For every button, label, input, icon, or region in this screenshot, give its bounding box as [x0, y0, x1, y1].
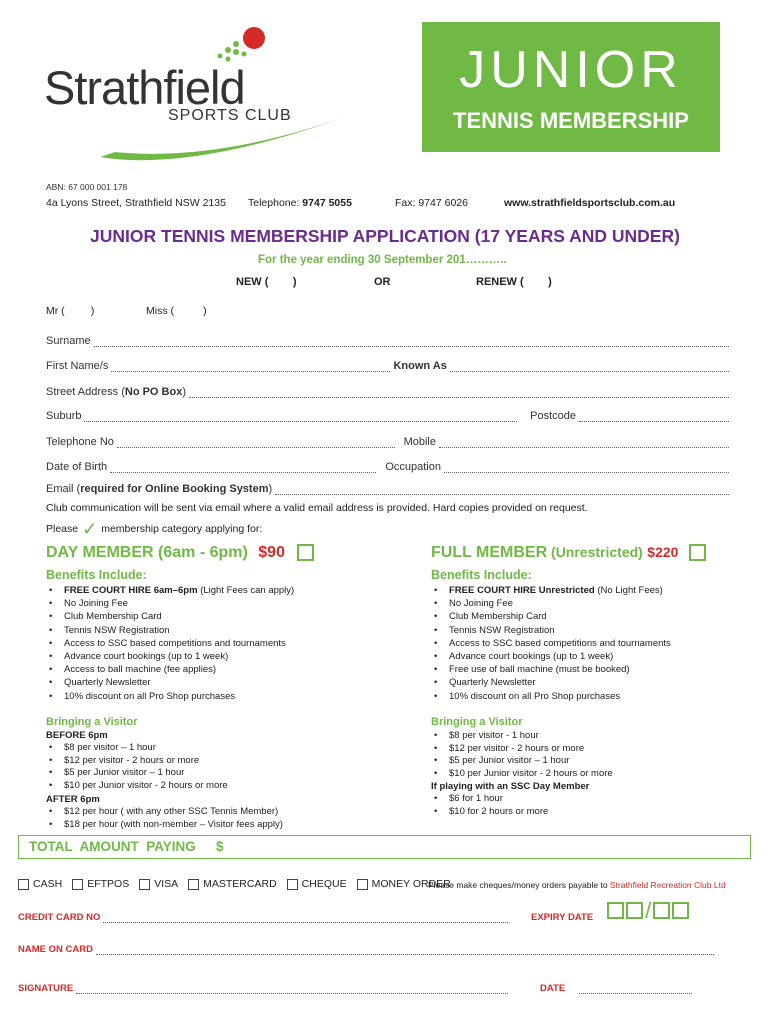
- date-field[interactable]: [540, 983, 692, 994]
- benefit-item: • No Joining Fee: [431, 597, 731, 610]
- date-label: DATE: [540, 983, 566, 994]
- visitor-fee-item: • $8 per visitor - 1 hour: [431, 730, 731, 743]
- full-benefits-list: [431, 584, 731, 703]
- benefit-item: • 10% discount on all Pro Shop purchases: [431, 690, 731, 703]
- full-member-title: FULL MEMBER: [431, 544, 548, 561]
- payment-option-label: VISA: [154, 878, 179, 890]
- title-mr[interactable]: Mr ( ): [46, 305, 95, 317]
- cheque-note: [428, 880, 726, 890]
- full-visitor-title: Bringing a Visitor: [431, 716, 523, 728]
- full-visitor-list: [431, 730, 731, 780]
- club-address: 4a Lyons Street, Strathfield NSW 2135: [46, 197, 226, 209]
- day-member-price: $90: [258, 544, 285, 561]
- payment-option-mastercard[interactable]: [188, 878, 277, 890]
- form-title: JUNIOR TENNIS MEMBERSHIP APPLICATION (17 YEARS AND UNDER): [90, 226, 680, 246]
- day-before-list: [46, 742, 376, 792]
- checkbox-icon[interactable]: [188, 879, 199, 890]
- benefit-item: • Club Membership Card: [46, 610, 376, 623]
- checkbox-icon[interactable]: [72, 879, 83, 890]
- day-member-checkbox[interactable]: [297, 544, 314, 561]
- checkbox-icon[interactable]: [287, 879, 298, 890]
- comms-note: Club communication will be sent via email where a valid email address is provided. Hard copies provided on request.: [46, 502, 588, 514]
- visitor-fee-item: • $8 per visitor – 1 hour: [46, 742, 376, 755]
- suburb-field[interactable]: [46, 410, 732, 422]
- credit-card-label: CREDIT CARD NO: [18, 912, 101, 923]
- title-banner: [422, 22, 720, 152]
- payee-name: Strathfield Recreation Club Ltd: [609, 880, 726, 890]
- visitor-fee-item: • $12 per visitor - 2 hours or more: [431, 743, 731, 756]
- signature-field[interactable]: [18, 983, 508, 994]
- benefit-item: • Tennis NSW Registration: [46, 624, 376, 637]
- visitor-fee-item: • $12 per hour ( with any other SSC Tennis Member): [46, 806, 376, 819]
- please-line: [46, 519, 263, 539]
- total-currency: $: [216, 839, 224, 854]
- total-amount-box[interactable]: [18, 835, 751, 859]
- benefit-item: • Quarterly Newsletter: [46, 676, 376, 689]
- payment-option-label: EFTPOS: [87, 878, 130, 890]
- visitor-fee-item: • $12 per visitor - 2 hours or more: [46, 755, 376, 768]
- check-icon: ✓: [82, 519, 98, 539]
- club-website[interactable]: www.strathfieldsportsclub.com.au: [504, 197, 676, 209]
- first-name-field[interactable]: [46, 360, 732, 372]
- expiry-label: EXPIRY DATE: [531, 912, 594, 923]
- full-day-label: If playing with an SSC Day Member: [431, 781, 590, 792]
- please-rest: membership category applying for:: [101, 523, 263, 535]
- full-member-heading: [431, 544, 706, 562]
- benefit-item: • Tennis NSW Registration: [431, 624, 731, 637]
- payment-option-cheque[interactable]: [287, 878, 347, 890]
- club-fax: Fax: 9747 6026: [395, 197, 468, 209]
- benefit-item: • Access to SSC based competitions and tournaments: [431, 637, 731, 650]
- banner-title: JUNIOR: [459, 41, 683, 99]
- surname-field[interactable]: [46, 335, 732, 347]
- surname-label: Surname: [46, 335, 91, 347]
- club-logo: [40, 22, 350, 172]
- day-benefits-title: Benefits Include:: [46, 568, 147, 582]
- payment-option-label: CHEQUE: [301, 878, 347, 890]
- checkbox-icon[interactable]: [18, 879, 29, 890]
- credit-card-field[interactable]: [18, 912, 508, 923]
- phone-label: Telephone:: [248, 197, 303, 209]
- benefit-item: • Club Membership Card: [431, 610, 731, 623]
- renew-option[interactable]: RENEW ( ): [476, 276, 552, 288]
- full-member-checkbox[interactable]: [689, 544, 706, 561]
- telephone-label: Telephone No: [46, 436, 114, 448]
- benefit-item: • Quarterly Newsletter: [431, 676, 731, 689]
- payment-option-label: MASTERCARD: [203, 878, 277, 890]
- suburb-label: Suburb: [46, 410, 82, 422]
- occupation-label: Occupation: [385, 461, 441, 473]
- day-benefits-list: [46, 584, 376, 703]
- payment-options: [18, 878, 451, 890]
- visitor-fee-item: • $18 per hour (with non-member – Visitor fees apply): [46, 819, 376, 832]
- abn: ABN: 67 000 001 178: [46, 182, 128, 192]
- total-label: TOTAL AMOUNT PAYING: [29, 839, 196, 854]
- day-visitor-title: Bringing a Visitor: [46, 716, 138, 728]
- visitor-fee-item: • $10 per Junior visitor - 2 hours or more: [431, 768, 731, 781]
- full-member-price: $220: [647, 544, 679, 560]
- full-day-list: [431, 793, 731, 818]
- day-after-label: AFTER 6pm: [46, 794, 100, 805]
- title-miss[interactable]: Miss ( ): [146, 305, 207, 317]
- day-after-list: [46, 806, 376, 831]
- visitor-fee-item: • $6 for 1 hour: [431, 793, 731, 806]
- email-label: Email (required for Online Booking System): [46, 483, 273, 495]
- benefit-item: • FREE COURT HIRE 6am–6pm (Light Fees can apply): [46, 584, 376, 597]
- benefit-item: • FREE COURT HIRE Unrestricted (No Light Fees): [431, 584, 731, 597]
- payment-option-label: MONEY ORDER: [371, 878, 451, 890]
- first-name-label: First Name/s: [46, 360, 109, 372]
- full-benefits-title: Benefits Include:: [431, 568, 532, 582]
- benefit-item: • Advance court bookings (up to 1 week): [46, 650, 376, 663]
- day-before-label: BEFORE 6pm: [46, 730, 108, 741]
- day-member-heading: [46, 544, 314, 562]
- name-on-card-field[interactable]: [18, 944, 714, 955]
- benefit-item: • No Joining Fee: [46, 597, 376, 610]
- visitor-fee-item: • $5 per Junior visitor – 1 hour: [46, 767, 376, 780]
- benefit-item: • Access to ball machine (fee applies): [46, 663, 376, 676]
- name-on-card-label: NAME ON CARD: [18, 944, 93, 955]
- expiry-boxes[interactable]: /: [607, 902, 689, 919]
- dob-label: Date of Birth: [46, 461, 108, 473]
- visitor-fee-item: • $10 for 2 hours or more: [431, 806, 731, 819]
- dob-field[interactable]: [46, 461, 732, 473]
- email-field[interactable]: [46, 483, 732, 495]
- payment-option-label: CASH: [33, 878, 63, 890]
- benefit-item: • 10% discount on all Pro Shop purchases: [46, 690, 376, 703]
- street-address-field[interactable]: [46, 386, 732, 398]
- payment-option-eftpos[interactable]: [72, 878, 129, 890]
- postcode-label: Postcode: [530, 410, 576, 422]
- expiry-field[interactable]: [531, 898, 689, 923]
- cheque-note-text: Please make cheques/money orders payable to: [428, 880, 610, 890]
- banner-subtitle: TENNIS MEMBERSHIP: [453, 108, 689, 133]
- visitor-fee-item: • $10 per Junior visitor - 2 hours or more: [46, 780, 376, 793]
- please-label: Please: [46, 523, 79, 535]
- logo-subtitle: SPORTS CLUB: [168, 107, 292, 124]
- checkbox-icon[interactable]: [139, 879, 150, 890]
- telephone-field[interactable]: [46, 436, 732, 448]
- year-line: For the year ending 30 September 201………..: [258, 254, 507, 266]
- full-member-paren: (Unrestricted): [547, 544, 643, 560]
- club-phone: [248, 197, 352, 209]
- benefit-item: • Advance court bookings (up to 1 week): [431, 650, 731, 663]
- or-label: OR: [374, 276, 391, 288]
- day-member-title: DAY MEMBER (6am - 6pm): [46, 544, 248, 561]
- street-label: Street Address (No PO Box): [46, 386, 186, 398]
- checkbox-icon[interactable]: [357, 879, 368, 890]
- visitor-fee-item: • $5 per Junior visitor – 1 hour: [431, 755, 731, 768]
- mobile-label: Mobile: [403, 436, 436, 448]
- benefit-item: • Access to SSC based competitions and tournaments: [46, 637, 376, 650]
- signature-label: SIGNATURE: [18, 983, 74, 994]
- payment-option-visa[interactable]: [139, 878, 178, 890]
- logo-wordmark: Strathfield: [44, 61, 245, 114]
- phone-number: 9747 5055: [302, 197, 352, 209]
- payment-option-cash[interactable]: [18, 878, 62, 890]
- known-as-label: Known As: [393, 360, 447, 372]
- benefit-item: • Free use of ball machine (must be booked): [431, 663, 731, 676]
- new-option[interactable]: NEW ( ): [236, 276, 297, 288]
